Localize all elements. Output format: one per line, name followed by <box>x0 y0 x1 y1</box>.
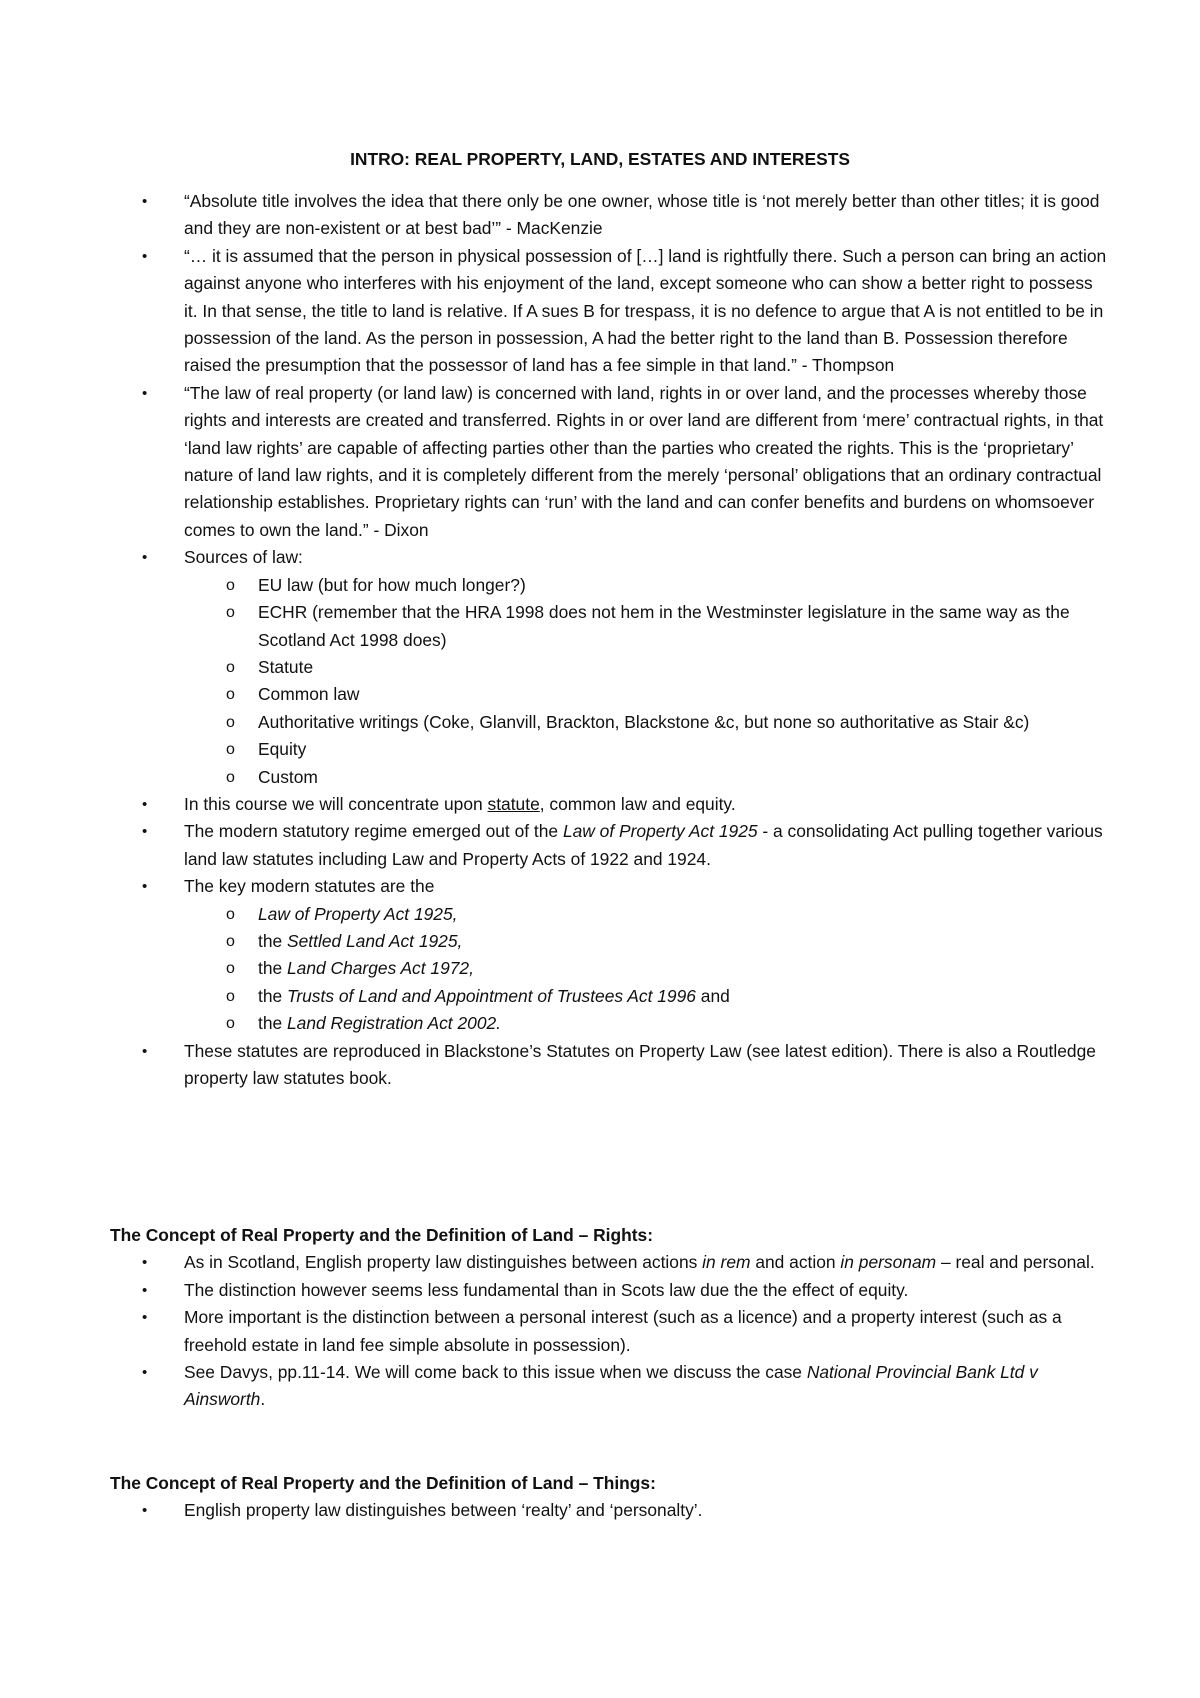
statute-name: Law of Property Act 1925, <box>258 903 458 924</box>
sub-list-item <box>184 901 1110 928</box>
course-focus-statute: statute <box>487 793 540 814</box>
bullet-icon: • <box>142 1254 148 1272</box>
statutory-regime-post: - a consolidating Act pulling together various land law statutes including Law and Property Acts of 1922 and 1924. <box>184 821 1103 869</box>
list-item <box>110 1359 1110 1414</box>
sources-of-law-list <box>184 572 1110 791</box>
source-item: Authoritative writings (Coke, Glanvill, Brackton, Blackstone &c, but none so authoritative as Stair &c) <box>258 711 1030 732</box>
statute-article: the <box>258 1013 288 1034</box>
sub-list-item <box>184 955 1110 982</box>
bullet-icon: • <box>142 549 148 567</box>
source-item: Custom <box>258 766 318 787</box>
statute-name: Settled Land Act 1925, <box>287 930 463 951</box>
list-item <box>110 818 1110 873</box>
statutes-book-text: These statutes are reproduced in Blackstone’s Statutes on Property Law (see latest edition). There is also a Routledge property law statutes book. <box>184 1040 1096 1088</box>
sub-bullet-icon: o <box>226 658 235 676</box>
sub-bullet-icon: o <box>226 768 235 786</box>
source-item: Statute <box>258 656 314 677</box>
in-rem-post: – real and personal. <box>936 1252 1095 1273</box>
list-item <box>110 243 1110 380</box>
sources-of-law-label: Sources of law: <box>184 547 303 568</box>
bullet-icon: • <box>142 795 148 813</box>
bullet-icon: • <box>142 1502 148 1520</box>
rights-section <box>110 1222 1110 1414</box>
sub-list-item <box>184 572 1110 599</box>
bullet-icon: • <box>142 384 148 402</box>
key-statutes-label: The key modern statutes are the <box>184 876 435 897</box>
things-heading: The Concept of Real Property and the Definition of Land – Things: <box>110 1473 656 1493</box>
source-item: Equity <box>258 739 307 760</box>
statute-name: Land Registration Act 2002. <box>287 1013 501 1034</box>
sub-bullet-icon: o <box>226 686 235 704</box>
in-rem-text <box>184 1249 1110 1276</box>
list-item <box>110 1249 1110 1276</box>
list-item <box>110 791 1110 818</box>
sub-list-item <box>184 681 1110 708</box>
sub-bullet-icon: o <box>226 713 235 731</box>
statute-name: Land Charges Act 1972, <box>287 958 474 979</box>
statutory-regime-text <box>184 818 1110 873</box>
statute-suffix: and <box>695 985 730 1006</box>
statutory-regime-pre: The modern statutory regime emerged out of the <box>184 821 563 842</box>
sub-list-item <box>184 599 1110 654</box>
key-statutes-list <box>184 901 1110 1038</box>
realty-personalty-text: English property law distinguishes between ‘realty’ and ‘personalty’. <box>184 1500 703 1521</box>
list-item <box>110 188 1110 243</box>
statutory-regime-act: Law of Property Act 1925 <box>562 821 758 842</box>
things-section <box>110 1470 1110 1525</box>
bullet-icon: • <box>142 193 148 210</box>
course-focus-text <box>184 791 1110 818</box>
sub-bullet-icon: o <box>226 741 235 759</box>
list-item <box>110 1497 1110 1524</box>
sub-list-item <box>184 1010 1110 1037</box>
statute-article: the <box>258 958 288 979</box>
source-item: EU law (but for how much longer?) <box>258 574 526 595</box>
bullet-icon: • <box>142 1364 148 1382</box>
davys-post: . <box>260 1389 266 1410</box>
sub-list-item <box>184 736 1110 763</box>
davys-pre: See Davys, pp.11-14. We will come back to this issue when we discuss the case <box>184 1362 807 1383</box>
intro-bullet-list <box>110 188 1110 1092</box>
sub-list-item <box>184 928 1110 955</box>
davys-reference-text <box>184 1359 1110 1414</box>
list-item <box>110 1277 1110 1304</box>
bullet-icon: • <box>142 1042 148 1060</box>
rights-bullet-list <box>110 1249 1110 1413</box>
sub-list-item <box>184 764 1110 791</box>
sub-bullet-icon: o <box>226 987 235 1005</box>
course-focus-post: , common law and equity. <box>539 793 736 814</box>
course-focus-pre: In this course we will concentrate upon <box>184 793 488 814</box>
list-item <box>110 1304 1110 1359</box>
thompson-quote: “… it is assumed that the person in physical possession of […] land is rightfully there. Such a person can bring an action against anyone who interferes with his enjoyment of the land, except someone who can show a better right to possess it. In that sense, the title to land is relative. If A sues B for trespass, it is no defence to argue that A is not entitled to be in possession of the land. As the person in possession, A had the better right to the land than B. Possession therefore raised the presumption that the possessor of land has a fee simple in that land.” - Thompson <box>184 245 1107 376</box>
in-rem-mid: and action <box>750 1252 841 1273</box>
list-item <box>110 380 1110 544</box>
document-title: INTRO: REAL PROPERTY, LAND, ESTATES AND INTERESTS <box>350 149 850 169</box>
sub-list-item <box>184 983 1110 1010</box>
intro-section <box>110 188 1110 1092</box>
bullet-icon: • <box>142 878 148 896</box>
statute-name: Trusts of Land and Appointment of Trustees Act 1996 <box>287 985 696 1006</box>
sub-bullet-icon: o <box>226 604 235 622</box>
bullet-icon: • <box>142 823 148 841</box>
sub-bullet-icon: o <box>226 1015 235 1033</box>
in-personam-term: in personam <box>840 1252 937 1273</box>
things-bullet-list <box>110 1497 1110 1524</box>
dixon-quote: “The law of real property (or land law) is concerned with land, rights in or over land, and the processes whereby those rights and interests are created and transferred. Rights in or over land are different from ‘mere’ contractual rights, in that ‘land law rights’ are capable of affecting parties other than the parties who created the rights. This is the ‘proprietary’ nature of land law rights, and it is completely different from the merely ‘personal’ obligations that an ordinary contractual relationship establishes. Proprietary rights can ‘run’ with the land and can confer benefits and burdens on whomsoever comes to own the land.” - Dixon <box>184 382 1104 540</box>
source-item: Common law <box>258 684 360 705</box>
in-rem-term: in rem <box>702 1252 751 1273</box>
sub-bullet-icon: o <box>226 960 235 978</box>
rights-heading: The Concept of Real Property and the Definition of Land – Rights: <box>110 1225 653 1245</box>
sub-bullet-icon: o <box>226 905 235 923</box>
case-name: National Provincial Bank Ltd v Ainsworth <box>184 1362 1038 1410</box>
distinction-text: The distinction however seems less fundamental than in Scots law due the the effect of equity. <box>184 1279 909 1300</box>
bullet-icon: • <box>142 1281 148 1299</box>
statute-article: the <box>258 930 288 951</box>
list-item <box>110 873 1110 1037</box>
source-item: ECHR (remember that the HRA 1998 does not hem in the Westminster legislature in the same way as the Scotland Act 1998 does) <box>258 602 1070 650</box>
bullet-icon: • <box>142 247 148 265</box>
sub-bullet-icon: o <box>226 576 235 594</box>
personal-vs-property-text: More important is the distinction between a personal interest (such as a licence) and a property interest (such as a freehold estate in land fee simple absolute in possession). <box>184 1307 1062 1355</box>
statute-article: the <box>258 985 288 1006</box>
sub-bullet-icon: o <box>226 932 235 950</box>
sub-list-item <box>184 709 1110 736</box>
in-rem-pre: As in Scotland, English property law distinguishes between actions <box>184 1252 703 1273</box>
mackenzie-quote: “Absolute title involves the idea that there only be one owner, whose title is ‘not merely better than other titles; it is good and they are non-existent or at best bad’” - MacKenzie <box>184 191 1100 239</box>
sub-list-item <box>184 654 1110 681</box>
list-item <box>110 544 1110 791</box>
bullet-icon: • <box>142 1309 148 1327</box>
list-item <box>110 1038 1110 1093</box>
